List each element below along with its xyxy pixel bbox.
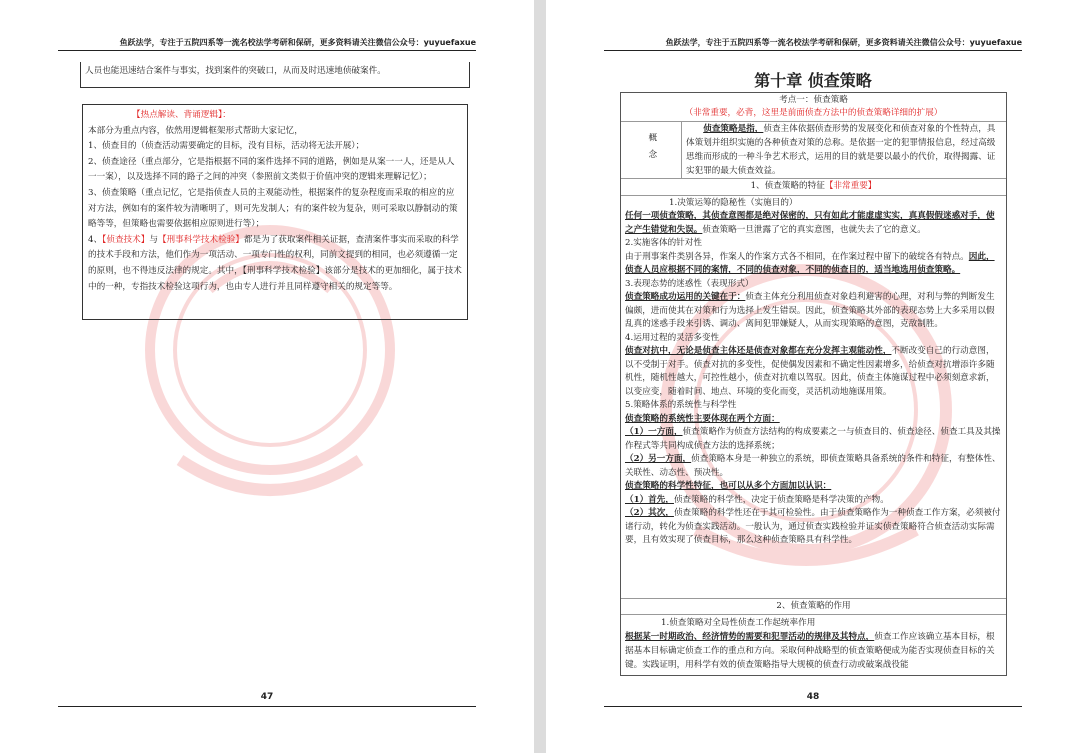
section-header: 2、侦查策略的作用 [621,598,1006,616]
point-title: 考点一：侦查策略 [779,95,848,105]
list-item: 1、侦查目的（侦查活动需要确定的目标，没有目标，活动将无法开展）； [88,141,365,152]
footer-rule [58,706,476,707]
hot-topic-title: 【热点解读、背诵逻辑】： [132,110,231,120]
concept-text: 侦查策略是指，侦查主体依据侦查形势的发展变化和侦查对象的个性特点，具体策划并组织实施的各种侦查对策的总称。是依据一定的犯罪情报信息，经过高级思维而形成的一种斗争艺术形式，运用的目的就是要以最小的代价，取得揭露、证实犯罪的最大侦查效益。 [686,124,996,176]
hot-topic-box [82,104,468,320]
feature-text: 由于刑事案件类别各异，作案人的作案方式各不相同，在作案过程中留下的破绽各有特点。因此，侦查人员应根据不同的案情，不同的侦查对象，不同的侦查目的，适当地选用侦查策略。 [625,251,995,276]
feature-text: 侦查策略成功运用的关键在于：侦查主体充分利用侦查对象趋利避害的心理，对利与弊的判断发生偏颇，进而使其在对策和行为选择上发生错误。因此，侦查策略其外部的表现态势上大多采用以假乱真的迷惑手段来引诱、调动、离间犯罪嫌疑人，从而实现策略的意图，克敌制胜。 [625,292,995,330]
concept-row [621,122,1006,179]
feature-title: 3.表现态势的迷惑性（表现形式） [625,278,754,289]
feature-text: 任何一项侦查策略，其侦查意图都是绝对保密的，只有如此才能虚虚实实，真真假假迷惑对手，使之产生错觉和失误。侦查策略一旦泄露了它的真实意图，也就失去了它的意义。 [625,211,995,235]
page-header: 鱼跃法学，专注于五院四系等一流名校法学考研和保研，更多资料请关注微信公众号：yuyuefaxue [58,36,476,51]
role-title: 1.侦查策略对全局性侦查工作起统率作用 [661,618,816,629]
feature-subhead: 侦查策略的系统性主要体现在两个方面： [625,413,780,424]
list-item: 2、侦查途径（重点部分，它是指根据不同的案件选择不同的道路，例如是从案一一人，还是从人一一案），以及选择不同的路子之间的冲突（参照前文类似于价值冲突的逻辑来理解记忆）； [88,156,455,183]
highlight-tag: 【侦查技术】 [102,234,150,245]
list-item: 3、侦查策略（重点记忆，它是指侦查人员的主观能动性，根据案件的复杂程度而采取的相应的应对方法，例如有的案件较为清晰明了，则可先发制人；有的案件较为复杂，则可采取以静制动的策略等等，但策略也需要依据相应原则进行等）； [88,187,458,230]
content-table [620,92,1007,676]
feature-title: 2.实施客体的针对性 [625,238,702,249]
point-header [621,93,1006,122]
section-header: 1、侦查策略的特征【非常重要】 [621,179,1006,196]
feature-subhead: 侦查策略的科学性特征，也可以从多个方面加以认识： [625,481,832,492]
page-number: 48 [806,692,820,702]
continuation-box [80,62,470,88]
feature-text: （2）另一方面，侦查策略本身是一种独立的系统，即侦查策略具备系统的条件和特征，有整体性、关联性、动态性、预决性。 [625,454,1001,478]
importance-tag: 【非常重要】 [824,181,877,191]
continuation-text: 人员也能迅速结合案件与事实，找到案件的突破口，从而及时迅速地侦破案件。 [85,66,386,76]
left-page [0,0,534,753]
feature-title: 1.决策运筹的隐秘性（实施目的） [669,197,798,208]
feature-text: 侦查对抗中，无论是侦查主体还是侦查对象都在充分发挥主观能动性，不断改变自己的行动意图，以不受制于对手。侦查对抗的多变性，促使偶发因素和不确定性因素增多，给侦查对抗增添许多随机性，随机性越大，可控性越小，侦查对抗难以驾驭。因此，侦查主体施谋过程中必须刻意求新，以变应变，随着时间、地点、环境的变化而变，灵活机动地施谋用策。 [625,346,995,397]
role-text: 根据某一时期政治、经济情势的需要和犯罪活动的规律及其特点，侦查工作应该确立基本目标，根据基本目标确定侦查工作的重点和方向。采取何种战略型的侦查策略便成为能否实现侦查目标的关键。实践证明，用科学有效的侦查策略指导大规模的侦查行动或破案战役能 [625,632,995,671]
page-number: 47 [260,692,274,702]
feature-text: （1）首先，侦查策略的科学性，决定于侦查策略是科学决策的产物。 [625,494,889,505]
feature-text: （1）一方面，侦查策略作为侦查方法结构的构成要素之一与侦查目的、侦查途径、侦查工具及其操作程式等共同构成侦查方法的选择系统； [625,427,1001,451]
concept-label: 概念 [621,122,682,178]
features-body [621,196,1006,598]
feature-title: 5.策略体系的系统性与科学性 [625,400,737,411]
roles-body [621,615,1006,675]
hot-topic-intro: 本部分为重点内容，依然用逻辑框架形式帮助大家记忆， [88,125,303,136]
page-header: 鱼跃法学，专注于五院四系等一流名校法学考研和保研，更多资料请关注微信公众号：yuyuefaxue [604,36,1022,51]
point-note: （非常重要，必背，这里是前面侦查方法中的侦查策略详细的扩展） [684,108,943,118]
list-item: 4、【侦查技术】与【刑事科学技术检验】都是为了获取案件相关证据，查清案件事实而采取的科学的技术手段和方法，他们作为一项活动、一项专门性的权利，同前文提到的相同，也必须遵循一定的原则，也不得违反法律的规定。其中，【刑事科学技术检验】该部分是技术的更加细化，属于技术中的一种，专指技术检验这项行为，也由专人进行并且同样遵守相关的规定等等。 [88,234,462,292]
feature-title: 4.运用过程的灵活多变性 [625,332,720,343]
highlight-tag: 【刑事科学技术检验】 [157,234,244,245]
feature-text: （2）其次，侦查策略的科学性还在于其可检验性。由于侦查策略作为一种侦查工作方案，必须被付诸行动，转化为侦查实践活动。一般认为，通过侦查实践检验并证实侦查策略符合侦查活动实际需要，且有效实现了侦查目标，那么这种侦查策略具有科学性。 [625,508,1001,546]
chapter-title: 第十章 侦查策略 [754,71,872,90]
